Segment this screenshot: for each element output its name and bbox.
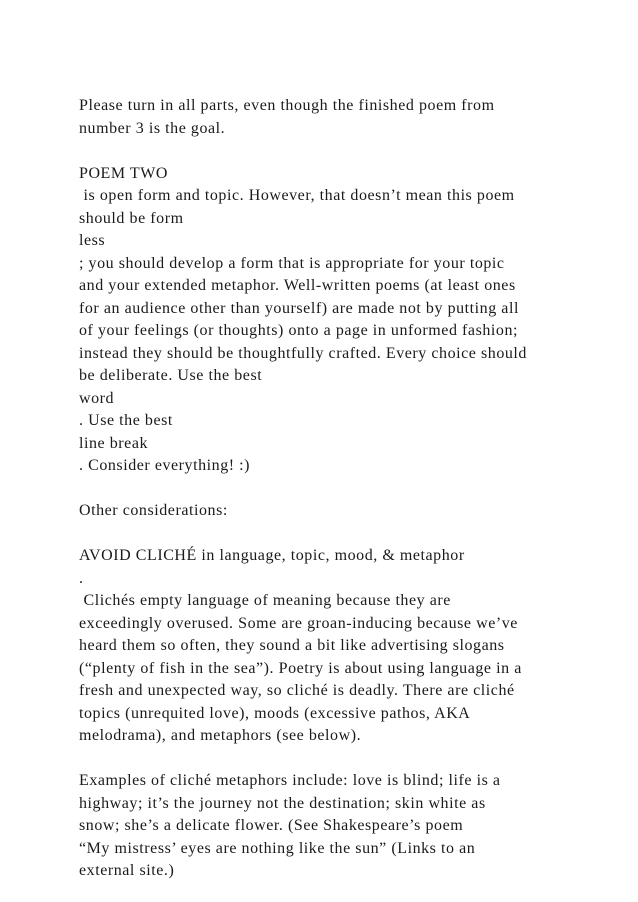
blank-line [79, 140, 579, 163]
text-line: Other considerations: [79, 502, 228, 519]
text-line: of your feelings (or thoughts) onto a page in unformed fashion; [79, 322, 519, 339]
blank-line [79, 478, 579, 501]
text-line: . Use the best [79, 412, 173, 429]
text-line: . Consider everything! :) [79, 457, 251, 474]
text-line: word [79, 389, 115, 407]
section-heading: POEM TWO [79, 164, 168, 182]
section-heading: AVOID CLICHÉ in language, topic, mood, & metaphor [79, 547, 465, 564]
text-line: melodrama), and metaphors (see below). [79, 727, 362, 744]
text-line: snow; she’s a delicate flower. (See Shakespeare’s poem [79, 817, 464, 834]
text-line: heard them so often, they sound a bit like advertising slogans [79, 637, 505, 654]
text-line: less [79, 232, 106, 249]
text-line: and your extended metaphor. Well-written poems (at least ones [79, 277, 516, 294]
text-line: for an audience other than yourself) are made not by putting all [79, 299, 519, 317]
text-line: is open form and topic. However, that doesn’t mean this poem [79, 187, 515, 204]
text-line: number 3 is the goal. [79, 119, 226, 137]
text-line: fresh and unexpected way, so cliché is deadly. There are cliché [79, 682, 515, 699]
text-line: Examples of cliché metaphors include: love is blind; life is a [79, 772, 501, 789]
text-line: ; you should develop a form that is appropriate for your topic [79, 254, 505, 272]
blank-line [79, 748, 579, 771]
text-line: should be form [79, 209, 184, 227]
document-body [79, 95, 579, 883]
text-line: line break [79, 434, 149, 452]
blank-line [79, 523, 579, 546]
text-line: . [79, 569, 84, 587]
text-line: Clichés empty language of meaning because they are [79, 592, 451, 609]
text-line: “My mistress’ eyes are nothing like the sun” (Links to an [79, 839, 476, 857]
text-line: (“plenty of fish in the sea”). Poetry is about using language in a [79, 659, 522, 677]
text-line: exceedingly overused. Some are groan-inducing because we’ve [79, 614, 518, 632]
text-line: instead they should be thoughtfully crafted. Every choice should [79, 344, 527, 362]
text-line: be deliberate. Use the best [79, 367, 263, 384]
text-line: external site.) [79, 862, 175, 879]
text-line: highway; it’s the journey not the destination; skin white as [79, 794, 486, 812]
text-line: Please turn in all parts, even though the finished poem from [79, 97, 495, 114]
text-line: topics (unrequited love), moods (excessive pathos, AKA [79, 704, 471, 722]
